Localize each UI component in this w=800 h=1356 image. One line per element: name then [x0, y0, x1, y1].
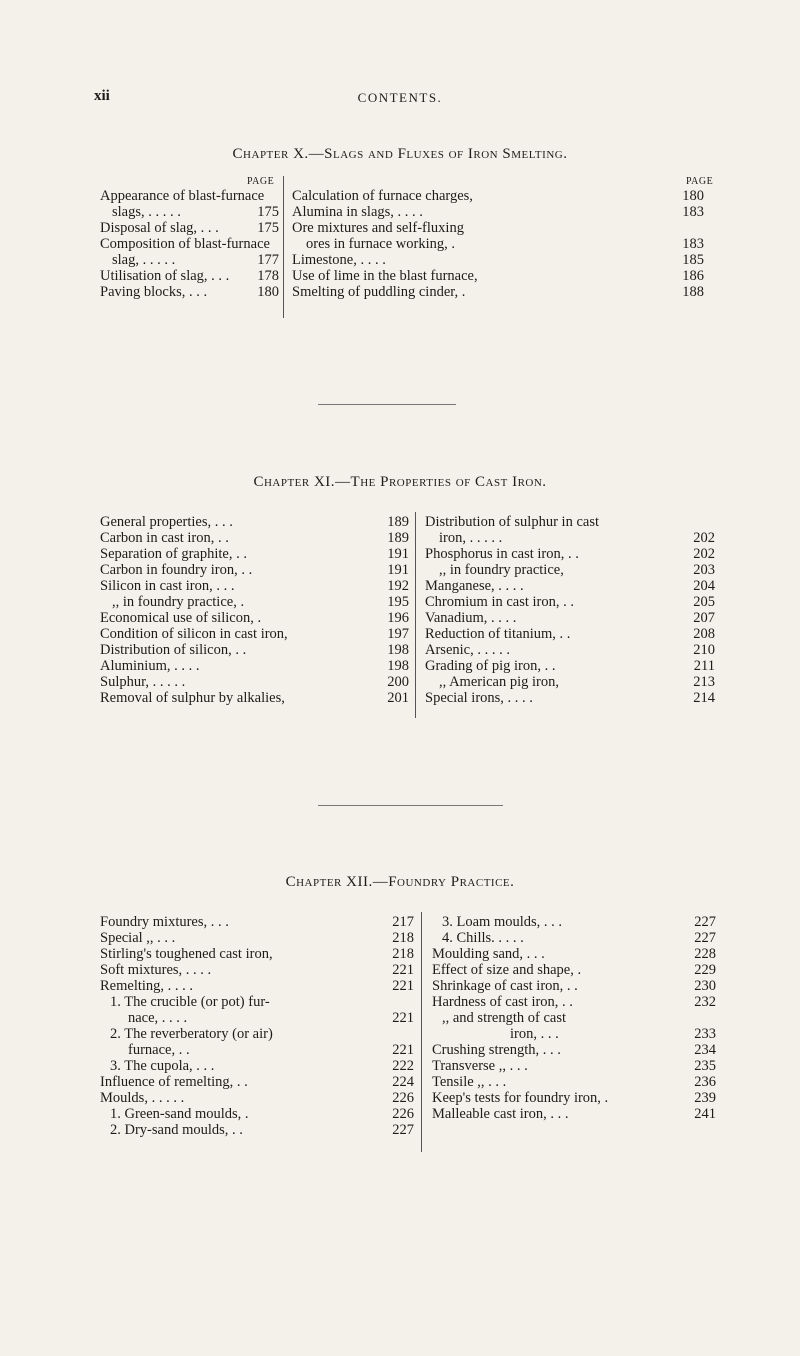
toc-column-left	[100, 188, 279, 300]
running-head	[0, 88, 800, 108]
toc-entry: slag, . . . . . 177	[112, 252, 279, 268]
toc-entry: Economical use of silicon, . 196	[100, 610, 409, 626]
toc-entry: 3. The cupola, . . . 222	[110, 1058, 414, 1074]
toc-entry: 1. The crucible (or pot) fur-	[110, 994, 270, 1010]
toc-entry: 2. The reverberatory (or air)	[110, 1026, 273, 1042]
toc-entry: Appearance of blast-furnace	[100, 188, 265, 204]
toc-entry: Ore mixtures and self-fluxing	[292, 220, 464, 236]
toc-entry: Calculation of furnace charges, 180	[292, 188, 704, 204]
toc-entry: Utilisation of slag, . . . 178	[100, 268, 279, 284]
page-column-label: PAGE	[247, 176, 275, 187]
toc-entry: Tensile ,, . . . 236	[432, 1074, 716, 1090]
section-divider	[318, 404, 456, 405]
toc-column-right	[292, 188, 704, 300]
toc-entry: Vanadium, . . . . 207	[425, 610, 715, 626]
toc-entry: 3. Loam moulds, . . . 227	[442, 914, 716, 930]
toc-entry: slags, . . . . . 175	[112, 204, 279, 220]
toc-entry: Hardness of cast iron, . . 232	[432, 994, 716, 1010]
toc-entry: ,, American pig iron, 213	[439, 674, 715, 690]
toc-entry: nace, . . . . 221	[128, 1010, 414, 1026]
toc-entry: Phosphorus in cast iron, . . 202	[425, 546, 715, 562]
toc-entry: Moulding sand, . . . 228	[432, 946, 716, 962]
toc-entry: Carbon in cast iron, . . 189	[100, 530, 409, 546]
toc-entry: Soft mixtures, . . . . 221	[100, 962, 414, 978]
toc-entry: Effect of size and shape, . 229	[432, 962, 716, 978]
toc-column-left	[100, 914, 414, 1138]
toc-entry: General properties, . . . 189	[100, 514, 409, 530]
toc-entry: ,, and strength of cast	[442, 1010, 567, 1026]
toc-entry: Special irons, . . . . 214	[425, 690, 715, 706]
section-divider	[318, 805, 503, 806]
toc-entry: Foundry mixtures, . . . 217	[100, 914, 414, 930]
toc-entry: Malleable cast iron, . . . 241	[432, 1106, 716, 1122]
toc-entry: Shrinkage of cast iron, . . 230	[432, 978, 716, 994]
page-number: xii	[94, 88, 110, 104]
toc-entry: Silicon in cast iron, . . . 192	[100, 578, 409, 594]
chapter-title: Chapter XI.—The Properties of Cast Iron.	[253, 474, 547, 490]
toc-entry: Separation of graphite, . . 191	[100, 546, 409, 562]
toc-entry: Alumina in slags, . . . . 183	[292, 204, 704, 220]
toc-entry: Chromium in cast iron, . . 205	[425, 594, 715, 610]
running-title: CONTENTS.	[357, 90, 443, 105]
toc-entry: ,, in foundry practice, . 195	[112, 594, 409, 610]
toc-entry: Disposal of slag, . . . 175	[100, 220, 279, 236]
toc-entry: Grading of pig iron, . . 211	[425, 658, 715, 674]
toc-entry: iron, . . . 233	[510, 1026, 716, 1042]
page-column-label: PAGE	[686, 176, 714, 187]
toc-entry: Condition of silicon in cast iron, 197	[100, 626, 409, 642]
toc-column-right	[432, 914, 716, 1122]
toc-entry: Remelting, . . . . 221	[100, 978, 414, 994]
column-rule	[421, 912, 422, 1152]
toc-entry: Distribution of sulphur in cast	[425, 514, 599, 530]
toc-entry: ores in furnace working, . 183	[306, 236, 704, 252]
toc-entry: Transverse ,, . . . 235	[432, 1058, 716, 1074]
toc-entry: Crushing strength, . . . 234	[432, 1042, 716, 1058]
chapter-title: Chapter XII.—Foundry Practice.	[285, 874, 515, 890]
toc-entry: Removal of sulphur by alkalies, 201	[100, 690, 409, 706]
toc-column-left	[100, 514, 409, 706]
toc-column-right	[425, 514, 715, 706]
toc-entry: Moulds, . . . . . 226	[100, 1090, 414, 1106]
toc-entry: Manganese, . . . . 204	[425, 578, 715, 594]
toc-entry: Smelting of puddling cinder, . 188	[292, 284, 704, 300]
column-rule	[415, 512, 416, 718]
toc-entry: furnace, . . 221	[128, 1042, 414, 1058]
toc-entry: Composition of blast-furnace	[100, 236, 270, 252]
toc-entry: iron, . . . . . 202	[439, 530, 715, 546]
toc-entry: Paving blocks, . . . 180	[100, 284, 279, 300]
toc-entry: Distribution of silicon, . . 198	[100, 642, 409, 658]
toc-entry: Influence of remelting, . . 224	[100, 1074, 414, 1090]
toc-entry: Stirling's toughened cast iron, 218	[100, 946, 414, 962]
toc-entry: Aluminium, . . . . 198	[100, 658, 409, 674]
toc-entry: 1. Green-sand moulds, . 226	[110, 1106, 414, 1122]
toc-entry: Keep's tests for foundry iron, . 239	[432, 1090, 716, 1106]
toc-entry: Special ,, . . . 218	[100, 930, 414, 946]
column-rule	[283, 176, 284, 318]
toc-entry: Limestone, . . . . 185	[292, 252, 704, 268]
toc-entry: Sulphur, . . . . . 200	[100, 674, 409, 690]
chapter-title: Chapter X.—Slags and Fluxes of Iron Smelting.	[232, 146, 568, 162]
toc-entry: Arsenic, . . . . . 210	[425, 642, 715, 658]
toc-entry: Reduction of titanium, . . 208	[425, 626, 715, 642]
toc-entry: ,, in foundry practice, 203	[439, 562, 715, 578]
toc-entry: 2. Dry-sand moulds, . . 227	[110, 1122, 414, 1138]
toc-entry: Carbon in foundry iron, . . 191	[100, 562, 409, 578]
toc-entry: 4. Chills. . . . . 227	[442, 930, 716, 946]
toc-entry: Use of lime in the blast furnace, 186	[292, 268, 704, 284]
